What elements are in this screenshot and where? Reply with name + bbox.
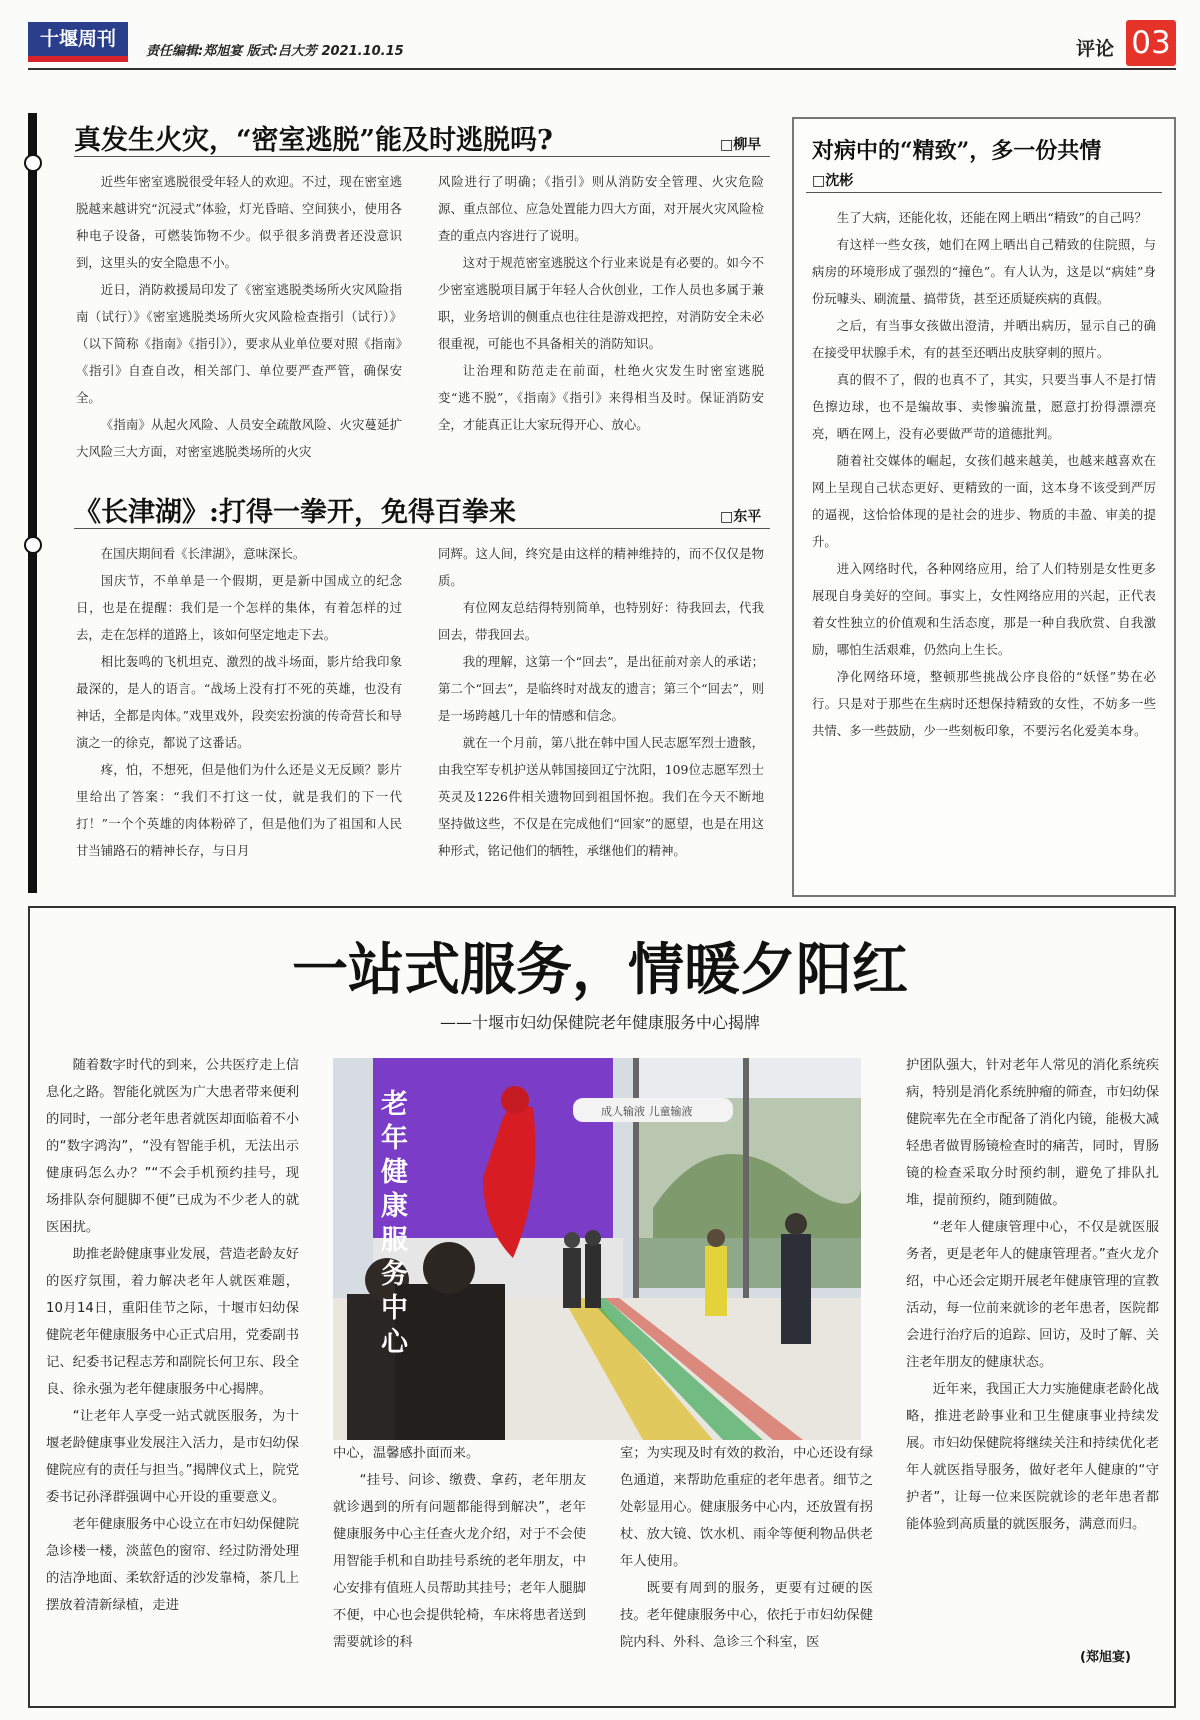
paragraph: 随着社交媒体的崛起，女孩们越来越美，也越来越喜欢在网上呈现自己状态更好、更精致的一面，这本身不该受到严厉的逼视，这恰恰体现的是社会的进步、物质的丰盈、审美的提升。 xyxy=(812,453,1156,549)
article-column xyxy=(76,540,402,892)
paragraph: 真的假不了，假的也真不了，其实，只要当事人不是打情色擦边球，也不是编故事、卖惨骗流量，愿意打扮得漂漂亮亮，晒在网上，没有必要做严苛的道德批判。 xyxy=(812,372,1156,441)
title-rule xyxy=(806,192,1162,193)
paragraph: 我的理解，这第一个“回去”，是出征前对亲人的承诺；第二个“回去”，是临终时对战友的遗言；第三个“回去”，则是一场跨越几十年的情感和信念。 xyxy=(438,654,764,723)
article-title: 《长津湖》:打得一拳开，免得百拳来 xyxy=(74,497,516,528)
bullet-dot xyxy=(24,536,42,554)
paragraph: “让老年人享受一站式就医服务，为十堰老龄健康事业发展注入活力，是市妇幼保健院应有的责任与担当。”揭牌仪式上，院党委书记孙泽群强调中心开设的重要意义。 xyxy=(46,1409,299,1505)
photo-unveiling-ceremony xyxy=(333,1058,861,1440)
paragraph: “老年人健康管理中心，不仅是就医服务者，更是老年人的健康管理者。”查火龙介绍，中心还会定期开展老年健康管理的宣教活动，每一位前来就诊的老年患者，医院都会进行治疗后的追踪、回访，及时了解、关注老年朋友的健康状态。 xyxy=(906,1220,1159,1370)
paragraph: 既要有周到的服务，更要有过硬的医技。老年健康服务中心，依托于市妇幼保健院内科、外科、急诊三个科室，医 xyxy=(620,1581,873,1650)
header-rule xyxy=(28,68,1176,70)
paragraph: 风险进行了明确；《指引》则从消防安全管理、火灾危险源、重点部位、应急处置能力四大方面，对开展火灾风险检查的重点内容进行了说明。 xyxy=(438,174,764,243)
paragraph: “挂号、问诊、缴费、拿药，老年朋友就诊遇到的所有问题都能得到解决”，老年健康服务中心主任查火龙介绍，对于不会使用智能手机和自助挂号系统的老年朋友，中心安排有值班人员帮助其挂号；老年人腿脚不便，中心也会提供轮椅，车床将患者送到需要就诊的科 xyxy=(333,1473,586,1650)
paragraph: 疼，怕，不想死，但是他们为什么还是义无反顾？影片里给出了答案：“我们不打这一仗，就是我们的下一代打！”一个个英雄的肉体粉碎了，但是他们为了祖国和人民甘当铺路石的精神长存，与日月 xyxy=(76,762,402,858)
paragraph: 室；为实现及时有效的救治，中心还设有绿色通道，来帮助危重症的老年患者。细节之处彰显用心。健康服务中心内，还放置有拐杖、放大镜、饮水机、雨伞等便利物品供老年人使用。 xyxy=(620,1446,873,1569)
paragraph: 就在一个月前，第八批在韩中国人民志愿军烈士遗骸，由我空军专机护送从韩国接回辽宁沈阳，109位志愿军烈士英灵及1226件相关遗物回到祖国怀抱。我们在今天不断地坚持做这些，不仅是在完成他们“回家”的愿望，也是在用这种形式，铭记他们的牺牲，承继他们的精神。 xyxy=(438,735,764,858)
article-side-bar xyxy=(28,113,37,893)
section-label: 评论 xyxy=(1076,38,1115,60)
masthead: 十堰周刊 xyxy=(28,22,128,56)
feature-author: (郑旭宴) xyxy=(1080,1650,1131,1665)
header-info: 责任编辑:郑旭宴 版式:吕大芳 2021.10.15 xyxy=(146,44,404,59)
paragraph: 让治理和防范走在前面，杜绝火灾发生时密室逃脱变“逃不脱”，《指南》《指引》来得相当及时。保证消防安全，才能真正让大家玩得开心、放心。 xyxy=(438,363,764,432)
paragraph: 近日，消防救援局印发了《密室逃脱类场所火灾风险指南（试行）》《密室逃脱类场所火灾风险检查指引（试行）》（以下简称《指南》《指引》），要求从业单位要对照《指南》《指引》自查自改，相关部门、单位要严查严管，确保安全。 xyxy=(76,282,402,405)
page-number: 03 xyxy=(1126,20,1176,66)
paragraph: 同辉。这人间，终究是由这样的精神维持的，而不仅仅是物质。 xyxy=(438,546,764,588)
paragraph: 助推老龄健康事业发展，营造老龄友好的医疗氛围，着力解决老年人就医难题，10月14日，重阳佳节之际，十堰市妇幼保健院老年健康服务中心正式启用，党委副书记、纪委书记程志芳和副院长何卫东、段全良、徐永强为老年健康服务中心揭牌。 xyxy=(46,1247,299,1397)
paragraph: 进入网络时代，各种网络应用，给了人们特别是女性更多展现自身美好的空间。事实上，女性网络应用的兴起，正代表着女性独立的价值观和生活态度，那是一种自我欣赏、自我激励，哪怕生活艰难，仍然向上生长。 xyxy=(812,561,1156,657)
bullet-dot xyxy=(24,154,42,172)
feature-subtitle: ——十堰市妇幼保健院老年健康服务中心揭牌 xyxy=(439,1013,760,1032)
article-column xyxy=(438,168,764,466)
article-column xyxy=(438,540,764,892)
paragraph: 净化网络环境，整顿那些挑战公序良俗的“妖怪”势在必行。只是对于那些在生病时还想保持精致的女性，不妨多一些共情、多一些鼓励，少一些刻板印象，不要污名化爱美本身。 xyxy=(812,669,1156,738)
photo-wall-sign: 老年健康服务中心 xyxy=(381,1089,408,1358)
paragraph: 之后，有当事女孩做出澄清，并晒出病历，显示自己的确在接受甲状腺手术，有的甚至还晒出皮肤穿刺的照片。 xyxy=(812,318,1156,360)
paragraph: 近年来，我国正大力实施健康老龄化战略，推进老龄事业和卫生健康事业持续发展。市妇幼保健院将继续关注和持续优化老年人就医指导服务，做好老年人健康的“守护者”，让每一位来医院就诊的老年患者都能体验到高质量的就医服务，满意而归。 xyxy=(906,1382,1159,1532)
article-byline: □柳早 xyxy=(720,137,762,153)
paragraph: 近些年密室逃脱很受年轻人的欢迎。不过，现在密室逃脱越来越讲究“沉浸式”体验，灯光昏暗、空间狭小，使用各种电子设备，可燃装饰物不少。似乎很多消费者还没意识到，这里头的安全隐患不小。 xyxy=(76,174,402,270)
article-byline: □东平 xyxy=(720,509,762,525)
paragraph: 老年健康服务中心设立在市妇幼保健院急诊楼一楼，淡蓝色的窗帘、经过防滑处理的洁净地面、柔软舒适的沙发靠椅，茶几上摆放着清新绿植，走进 xyxy=(46,1517,299,1613)
article-title: 真发生火灾，“密室逃脱”能及时逃脱吗? xyxy=(74,125,553,156)
paragraph: 有位网友总结得特别简单，也特别好：待我回去，代我回去，带我回去。 xyxy=(438,600,764,642)
feature-column xyxy=(906,1052,1159,1688)
feature-column xyxy=(46,1052,299,1688)
feature-column xyxy=(620,1440,873,1688)
paragraph: 在国庆期间看《长津湖》，意味深长。 xyxy=(100,546,306,561)
paragraph: 《指南》从起火风险、人员安全疏散风险、火灾蔓延扩大风险三大方面，对密室逃脱类场所的火灾 xyxy=(76,417,402,459)
paragraph: 这对于规范密室逃脱这个行业来说是有必要的。如今不少密室逃脱项目属于年轻人合伙创业，工作人员也多属于兼职，业务培训的侧重点也往往是游戏把控，对消防安全未必很重视，可能也不具备相关的消防知识。 xyxy=(438,255,764,351)
sidebar-byline: □沈彬 xyxy=(812,173,854,189)
paragraph: 中心，温馨感扑面而来。 xyxy=(333,1446,480,1461)
feature-title: 一站式服务，情暖夕阳红 xyxy=(292,937,908,1003)
title-rule xyxy=(74,156,770,157)
feature-column xyxy=(333,1440,586,1688)
paragraph: 有这样一些女孩，她们在网上晒出自己精致的住院照，与病房的环境形成了强烈的“撞色”。有人认为，这是以“病娃”身份玩噱头、刷流量、搞带货，甚至还质疑疾病的真假。 xyxy=(812,237,1156,306)
sidebar-title: 对病中的“精致”，多一份共情 xyxy=(812,138,1102,164)
masthead-underline xyxy=(28,56,128,62)
title-rule xyxy=(74,528,770,529)
sidebar-column xyxy=(812,204,1156,888)
photo-overhead-sign: 成人输液 儿童输液 xyxy=(601,1105,693,1118)
paragraph: 相比轰鸣的飞机坦克、激烈的战斗场面，影片给我印象最深的，是人的语言。“战场上没有打不死的英雄，也没有神话，全都是肉体。”戏里戏外，段奕宏扮演的传奇营长和导演之一的徐克，都说了这番话。 xyxy=(76,654,402,750)
paragraph: 随着数字时代的到来，公共医疗走上信息化之路。智能化就医为广大患者带来便利的同时，一部分老年患者就医却面临着不小的“数字鸿沟”，“没有智能手机，无法出示健康码怎么办？”“不会手机预约挂号，现场排队奈何腿脚不便”已成为不少老人的就医困扰。 xyxy=(46,1058,299,1235)
article-column xyxy=(76,168,402,466)
paragraph: 国庆节，不单单是一个假期，更是新中国成立的纪念日，也是在提醒：我们是一个怎样的集体，有着怎样的过去，走在怎样的道路上，该如何坚定地走下去。 xyxy=(76,573,402,642)
paragraph: 护团队强大，针对老年人常见的消化系统疾病，特别是消化系统肿瘤的筛查，市妇幼保健院率先在全市配备了消化内镜，能极大减轻患者做胃肠镜检查时的痛苦，同时，胃肠镜的检查采取分时预约制，避免了排队扎堆，提前预约，随到随做。 xyxy=(906,1058,1159,1208)
paragraph: 生了大病，还能化妆，还能在网上晒出“精致”的自己吗？ xyxy=(836,210,1147,225)
